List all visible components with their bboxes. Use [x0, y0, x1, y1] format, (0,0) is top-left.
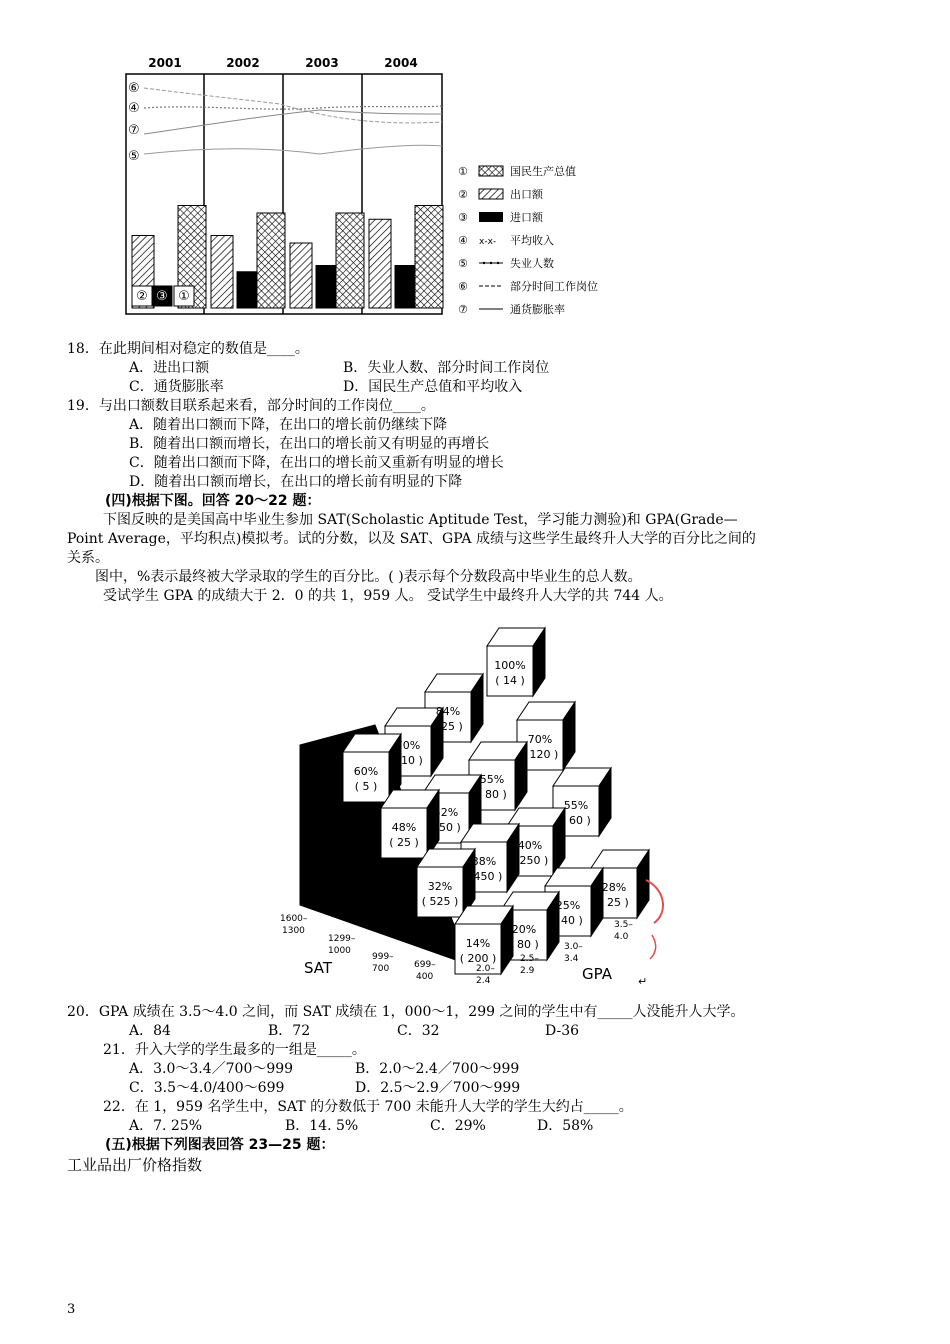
option-18a: A．进出口额 [129, 360, 210, 376]
stair-count: ( 200 ) [459, 952, 497, 965]
stair-percent: 48% [391, 821, 417, 834]
legend-item: ⑤ 失业人数 [458, 256, 554, 270]
option-21c: C．3.5～4.0/400～699 [129, 1080, 285, 1096]
bar-2004-2 [415, 206, 443, 309]
bar-key: ① [178, 289, 190, 304]
bar-2003-2 [336, 213, 364, 308]
legend-item: ③ 进口额 [458, 210, 543, 224]
stair-percent: 32% [427, 880, 453, 893]
stair-count: ( 50 ) [431, 821, 461, 834]
bar-2003-0 [290, 243, 312, 308]
stair-count: ( 80 ) [477, 788, 507, 801]
stair-count: ( 525 ) [421, 895, 459, 908]
sat-range: 699– 400 [414, 960, 436, 982]
svg-text:x-x-: x-x- [479, 237, 497, 246]
option-21a: A．3.0～3.4／700～999 [129, 1061, 294, 1077]
gpa-axis-label: GPA [582, 965, 612, 983]
stair-count: ( 10 ) [393, 754, 423, 767]
option-18d: D．国民生产总值和平均收入 [343, 379, 523, 395]
stair-percent: 55% [479, 773, 505, 786]
gpa-range: 2.5– 2.9 [520, 954, 539, 976]
stair-percent: 52% [433, 806, 459, 819]
economic-indicators-chart [120, 50, 450, 318]
sat-range: 1299– 1000 [328, 934, 356, 956]
section-4-para-1b: Point Average，平均积点)模拟考。试的分数，以及 SAT、GPA 成绩与这些学生最终升人大学的百分比之间的 [67, 531, 756, 547]
option-19b: B．随着出口额而增长，在出口的增长前又有明显的再增长 [129, 436, 490, 452]
option-19c: C．随着出口额而下降，在出口的增长前又重新有明显的增长 [129, 455, 504, 471]
option-22d: D．58% [537, 1118, 594, 1134]
series-label: ⑤ [128, 149, 140, 164]
year-label: 2001 [148, 56, 182, 70]
bar-2002-1 [237, 272, 257, 308]
year-label: 2004 [384, 56, 418, 70]
option-19d: D．随着出口额而增长，在出口的增长前有明显的下降 [129, 474, 463, 490]
sat-range: 999– 700 [372, 952, 394, 974]
bar-key: ② [136, 289, 148, 304]
series-line-7 [144, 110, 442, 134]
stair-count: ( 14 ) [495, 674, 525, 687]
stair-percent: 28% [601, 881, 627, 894]
bar-key: ③ [156, 289, 168, 304]
series-line-6 [144, 88, 442, 123]
option-21b: B．2.0～2.4／700～999 [355, 1061, 520, 1077]
year-label: 2003 [305, 56, 339, 70]
option-20c: C．32 [397, 1023, 440, 1039]
question-21: 21．升入大学的学生最多的一组是_____。 [103, 1042, 366, 1058]
page-number: 3 [67, 1302, 76, 1317]
legend-item: ⑦ 通货膨胀率 [458, 302, 565, 316]
series-line-5 [144, 145, 442, 154]
year-label: 2002 [226, 56, 260, 70]
option-22c: C．29% [430, 1118, 486, 1134]
question-22: 22．在 1，959 名学生中，SAT 的分数低于 700 未能升人大学的学生大约占_____。 [103, 1099, 633, 1115]
stair-percent: 14% [465, 937, 491, 950]
stair-percent: 20% [511, 923, 537, 936]
option-18b: B．失业人数、部分时间工作岗位 [343, 360, 550, 376]
option-21d: D．2.5～2.9／700～999 [355, 1080, 521, 1096]
bar-2002-0 [211, 236, 233, 309]
option-20a: A．84 [129, 1023, 171, 1039]
question-18: 18．在此期间相对稳定的数值是____。 [67, 341, 309, 357]
legend-item: ② 出口额 [458, 187, 543, 201]
gpa-range: 3.5– 4.0 [614, 920, 633, 942]
sat-axis-label: SAT [304, 959, 333, 977]
bar-2004-0 [369, 219, 391, 308]
bar-2002-2 [257, 213, 285, 308]
option-20d: D-36 [545, 1023, 580, 1039]
legend-item: ⑥ 部分时间工作岗位 [458, 279, 598, 293]
stair-percent: 38% [471, 855, 497, 868]
section-5-heading: (五)根据下列图表回答 23—25 题： [105, 1137, 335, 1153]
legend-item: ④ x-x- 平均收入 [458, 233, 554, 247]
gpa-range: 3.0– 3.4 [564, 942, 583, 964]
stair-count: ( 60 ) [561, 814, 591, 827]
bar-2003-1 [316, 266, 336, 309]
stair-count: ( 25 ) [389, 836, 419, 849]
option-22b: B．14. 5% [285, 1118, 359, 1134]
gpa-range: 2.0– 2.4 [476, 964, 495, 986]
option-18c: C．通货膨胀率 [129, 379, 224, 395]
section-4-heading: (四)根据下图。回答 20～22 题： [105, 493, 321, 509]
series-label: ⑥ [128, 81, 140, 96]
sat-gpa-staircase-chart [270, 605, 670, 995]
option-22a: A．7. 25% [129, 1118, 203, 1134]
stair-percent: 60% [353, 765, 379, 778]
stair-percent: 40% [517, 839, 543, 852]
question-19: 19．与出口额数目联系起来看，部分时间的工作岗位____。 [67, 398, 435, 414]
section-4-para-2: 图中，%表示最终被大学录取的学生的百分比。( )表示每个分数段高中毕业生的总人数。 [95, 569, 642, 585]
option-20b: B．72 [268, 1023, 311, 1039]
chart-title: 工业品出厂价格指数 [67, 1156, 203, 1174]
stair-count: ( 25 ) [433, 720, 463, 733]
section-4-para-1a: 下图反映的是美国高中毕业生参加 SAT(Scholastic Aptitude Test，学习能力测验)和 GPA(Grade— [103, 512, 738, 528]
sat-range: 1600– 1300 [280, 914, 308, 936]
stair-count: ( 25 ) [599, 896, 629, 909]
series-label: ⑦ [128, 123, 140, 138]
stair-count: ( 80 ) [509, 938, 539, 951]
stair-percent: 84% [435, 705, 461, 718]
stair-percent: 70% [395, 739, 421, 752]
stair-percent: 100% [494, 659, 526, 672]
series-label: ④ [128, 101, 140, 116]
stair-percent: 70% [527, 733, 553, 746]
question-20: 20．GPA 成绩在 3.5～4.0 之间，而 SAT 成绩在 1，000～1，299 之间的学生中有_____人没能升人大学。 [67, 1004, 745, 1020]
section-4-para-3: 受试学生 GPA 的成绩大于 2．0 的共 1，959 人。 受试学生中最终升人大学的共 744 人。 [103, 588, 673, 604]
return-mark: ↵ [638, 975, 648, 988]
legend-item: ① 国民生产总值 [458, 164, 576, 178]
stair-count: ( 250 ) [511, 854, 549, 867]
stair-count: ( 450 ) [465, 870, 503, 883]
stair-percent: 55% [563, 799, 589, 812]
section-4-para-1c: 关系。 [67, 550, 109, 566]
option-19a: A．随着出口额而下降，在出口的增长前仍继续下降 [129, 417, 448, 433]
bar-2004-1 [395, 266, 415, 309]
stair-count: ( 5 ) [354, 780, 378, 793]
margin-mark [650, 935, 656, 959]
stair-count: ( 40 ) [553, 914, 583, 927]
stair-percent: 25% [555, 899, 581, 912]
stair-count: ( 120 ) [521, 748, 559, 761]
